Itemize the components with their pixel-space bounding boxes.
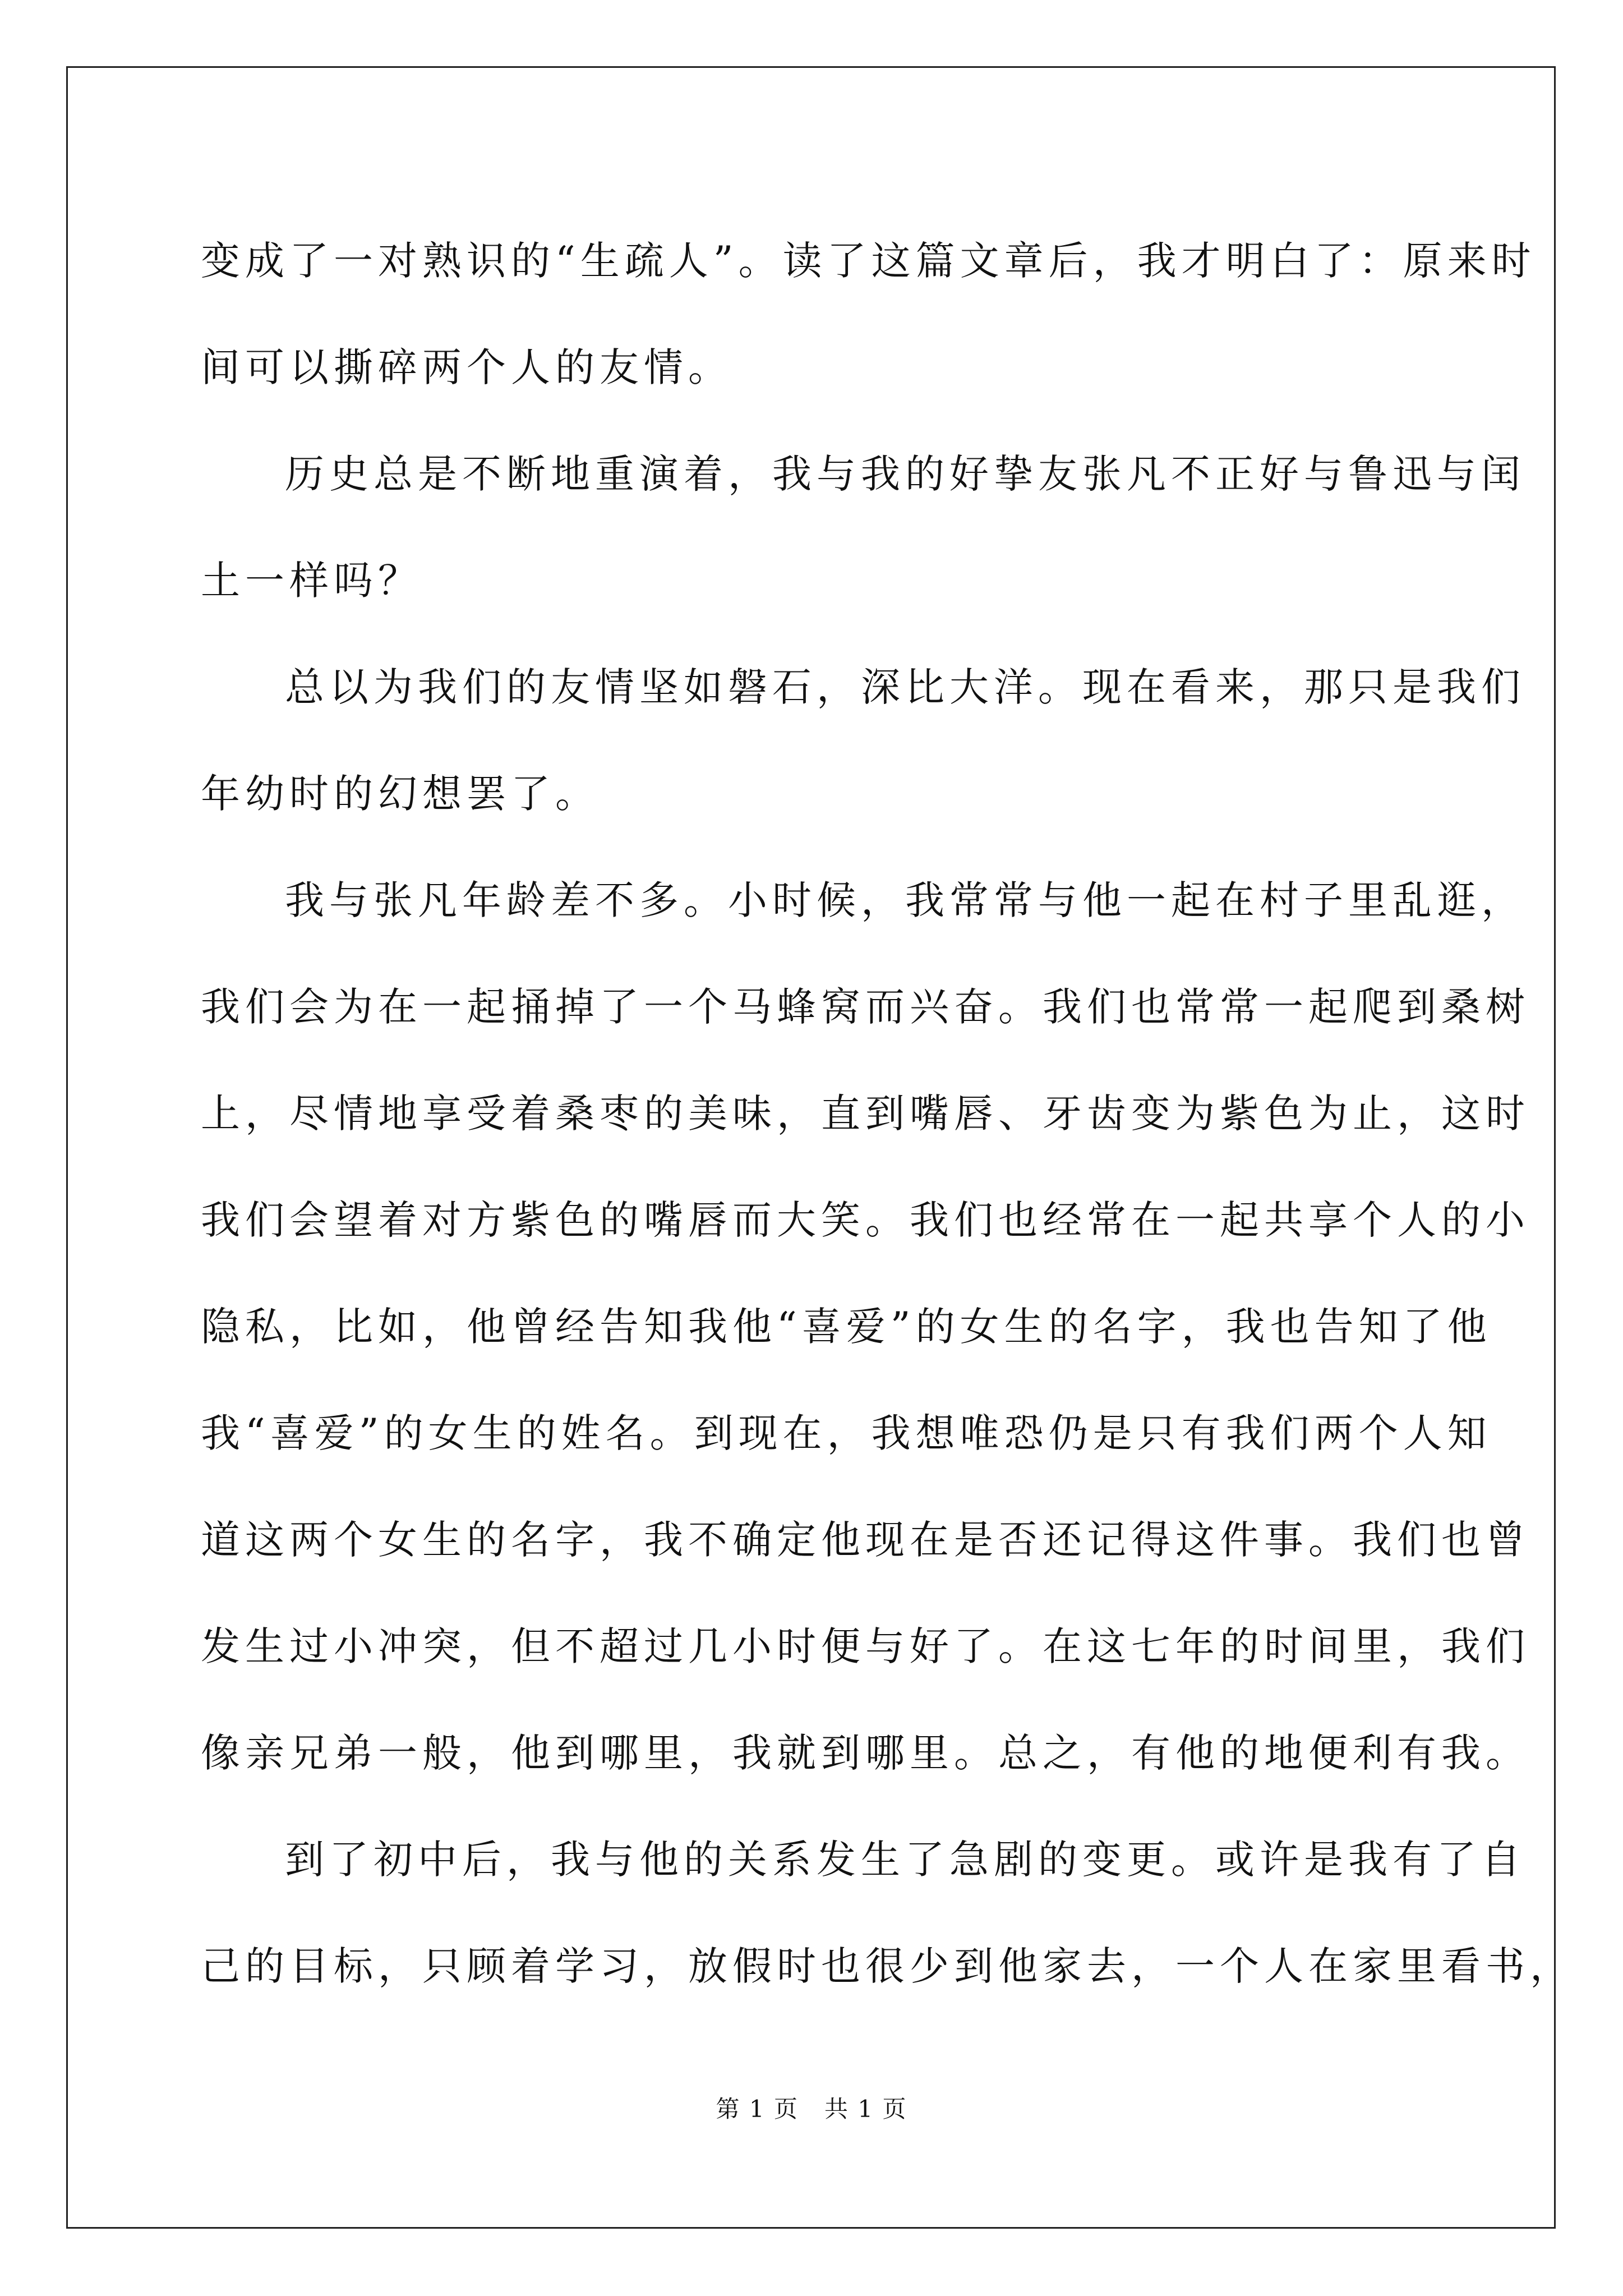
text-line: 上，尽情地享受着桑枣的美味，直到嘴唇、牙齿变为紫色为止，这时	[201, 1091, 1530, 1137]
text-line: 我“喜爱”的女生的姓名。到现在，我想唯恐仍是只有我们两个人知	[201, 1410, 1492, 1456]
text-line: 道这两个女生的名字，我不确定他现在是否还记得这件事。我们也曾	[201, 1517, 1530, 1563]
text-line: 像亲兄弟一般，他到哪里，我就到哪里。总之，有他的地便利有我。	[201, 1730, 1530, 1776]
paragraph-first-line: 我与张凡年龄差不多。小时候，我常常与他一起在村子里乱逛，	[285, 877, 1525, 923]
text-line: 间可以撕碎两个人的友情。	[201, 344, 732, 390]
text-line: 发生过小冲突，但不超过几小时便与好了。在这七年的时间里，我们	[201, 1623, 1530, 1669]
text-line: 己的目标，只顾着学习，放假时也很少到他家去，一个人在家里看书，	[201, 1943, 1574, 1989]
text-line: 土一样吗？	[201, 558, 422, 604]
text-line: 年幼时的幻想罢了。	[201, 771, 600, 817]
text-line: 变成了一对熟识的“生疏人”。读了这篇文章后，我才明白了：原来时	[201, 238, 1536, 284]
paragraph-first-line: 到了初中后，我与他的关系发生了急剧的变更。或许是我有了自	[285, 1837, 1525, 1883]
page-number-footer: 第 1 页 共 1 页	[716, 2095, 907, 2123]
paragraph-first-line: 总以为我们的友情坚如磐石，深比大洋。现在看来，那只是我们	[285, 664, 1525, 710]
paragraph-first-line: 历史总是不断地重演着，我与我的好挚友张凡不正好与鲁迅与闰	[285, 451, 1525, 497]
text-line: 我们会为在一起捅掉了一个马蜂窝而兴奋。我们也常常一起爬到桑树	[201, 984, 1530, 1030]
document-body	[201, 208, 1574, 2019]
text-line: 我们会望着对方紫色的嘴唇而大笑。我们也经常在一起共享个人的小	[201, 1197, 1530, 1243]
text-line: 隐私，比如，他曾经告知我他“喜爱”的女生的名字，我也告知了他	[201, 1304, 1492, 1350]
